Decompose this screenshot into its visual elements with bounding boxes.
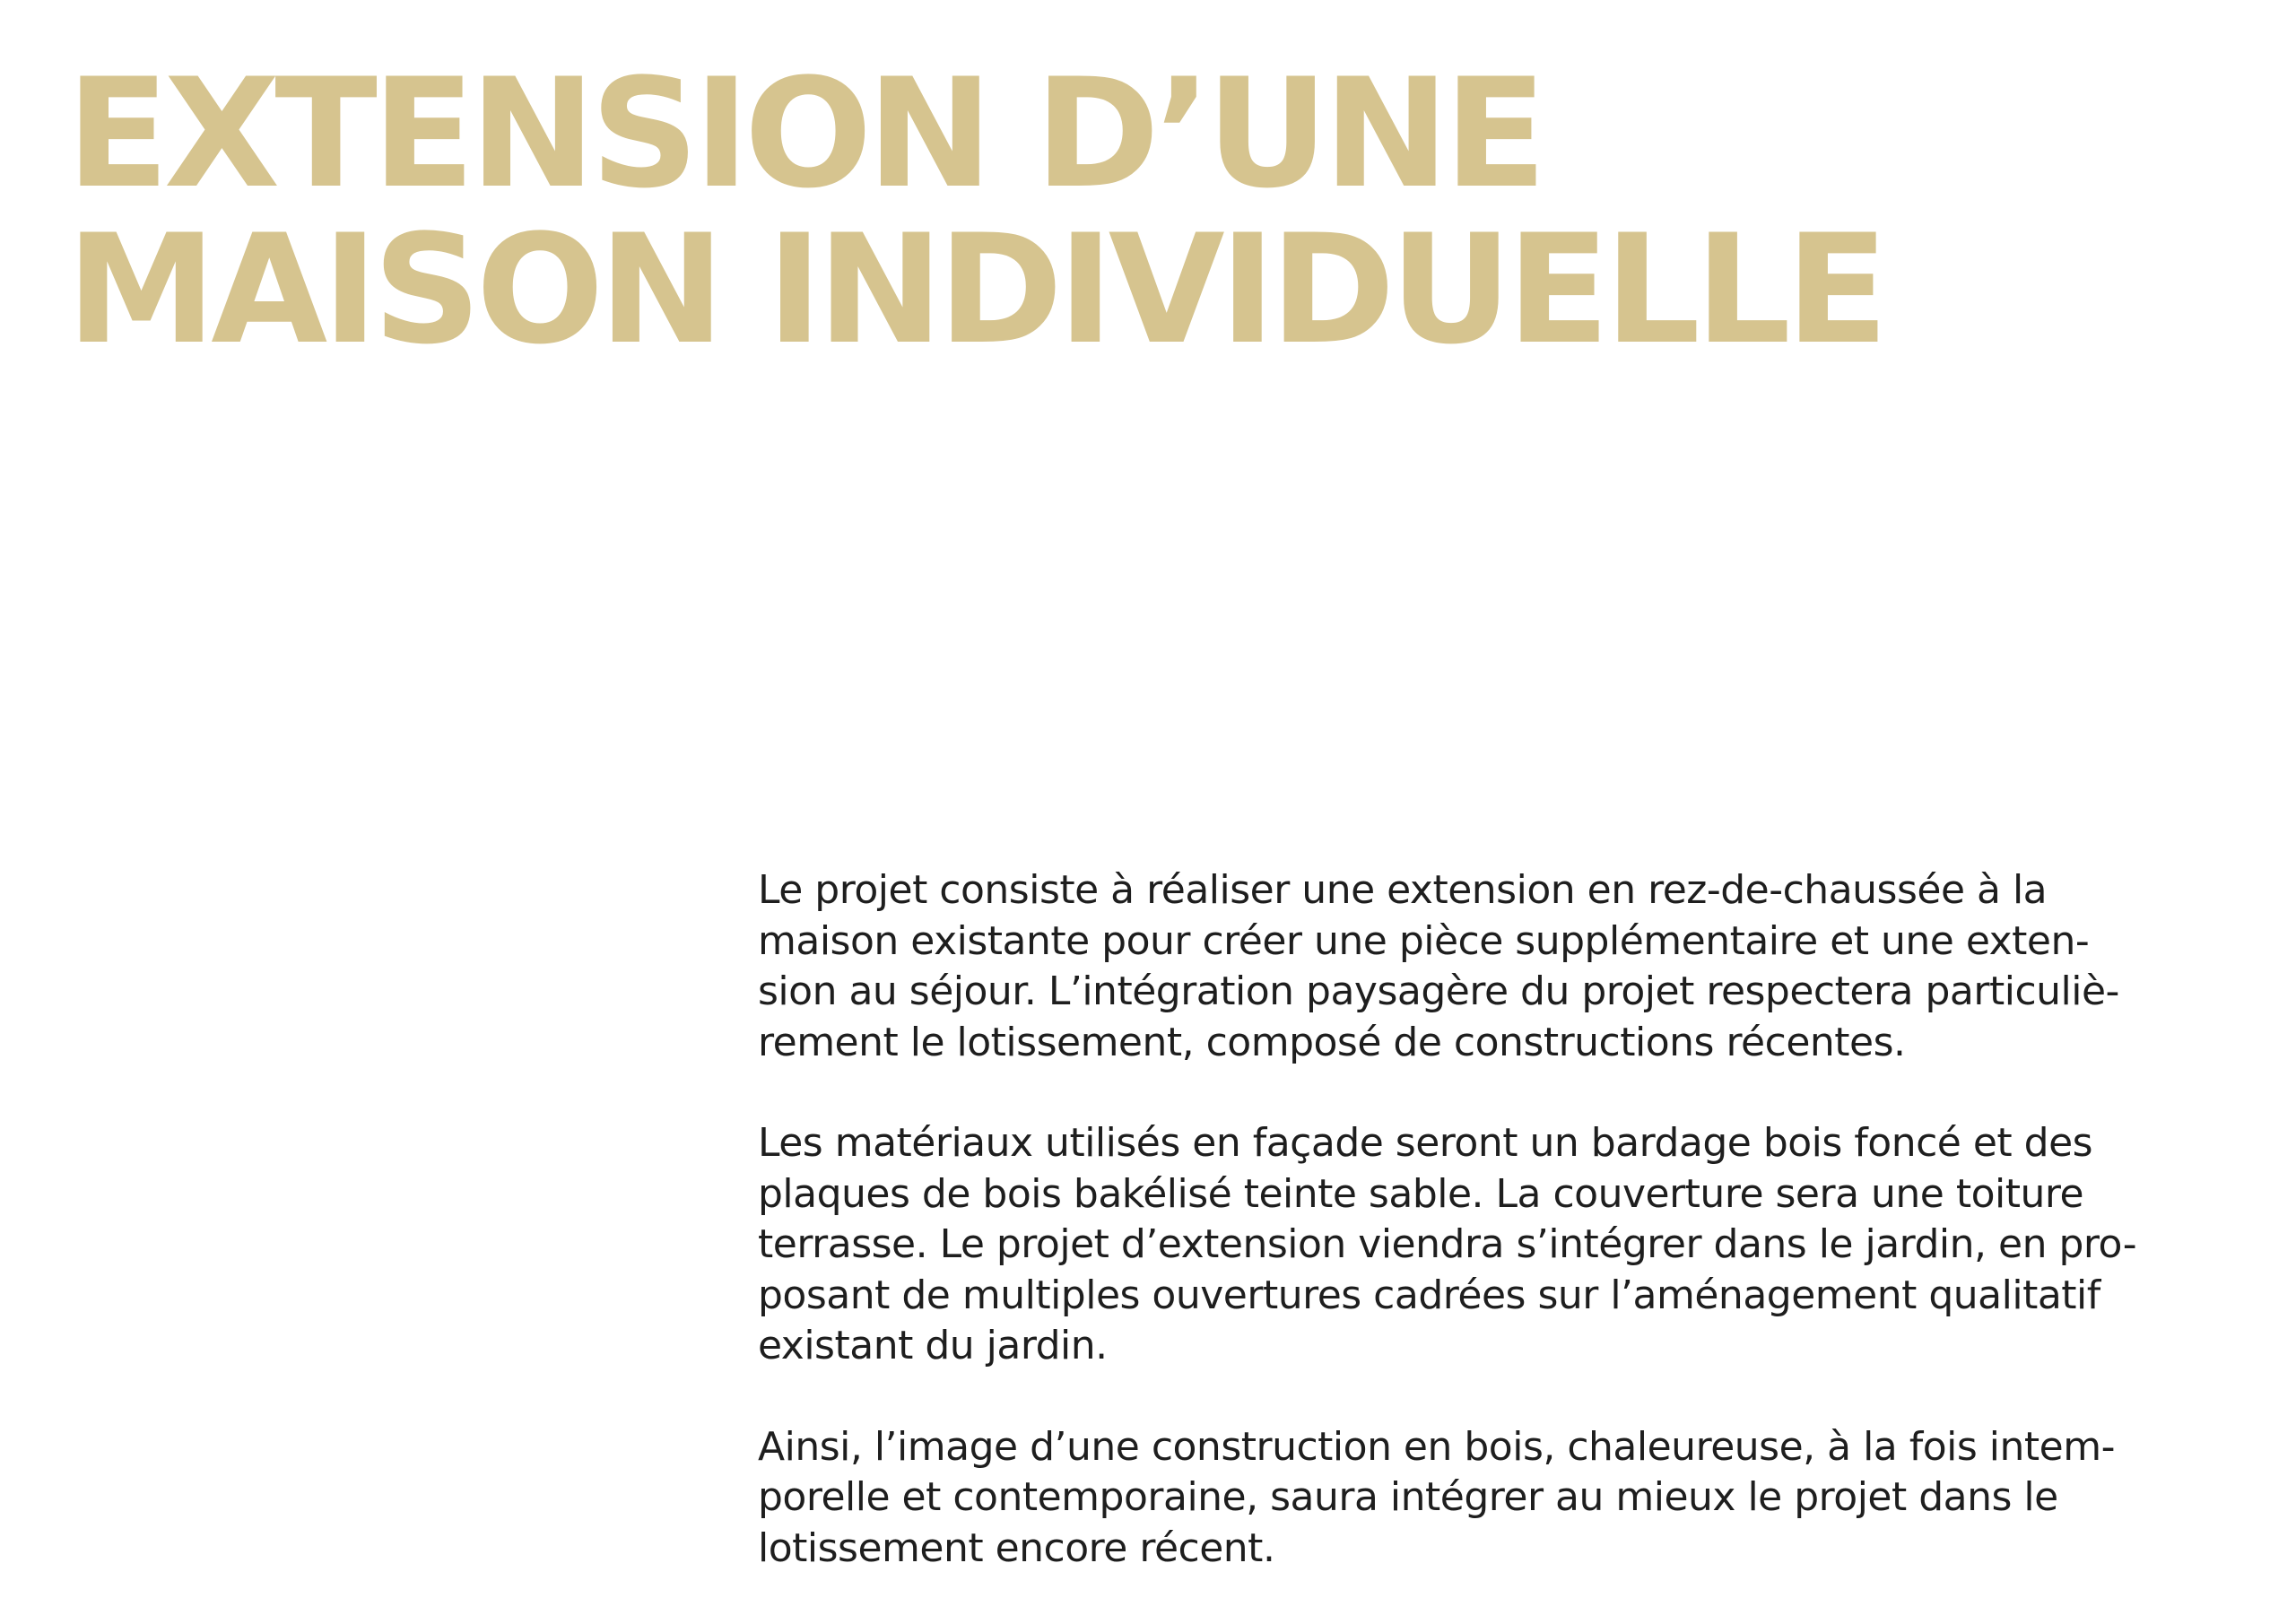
paragraph-line: sion au séjour. L’intégration paysagère du projet respectera particuliè-: [758, 968, 2119, 1014]
page-title: [66, 46, 1883, 378]
paragraph-line: porelle et contemporaine, saura intégrer au mieux le projet dans le: [758, 1474, 2058, 1520]
title-line-1: EXTENSION D’UNE: [66, 46, 1542, 221]
paragraph-line: Ainsi, l’image d’une construction en bois, chaleureuse, à la fois intem-: [758, 1423, 2115, 1470]
paragraph-line: posant de multiples ouvertures cadrées sur l’aménagement qualitatif: [758, 1272, 2100, 1318]
paragraph-line: plaques de bois bakélisé teinte sable. La couverture sera une toiture: [758, 1170, 2084, 1217]
paragraph-line: Le projet consiste à réaliser une extension en rez-de-chaussée à la: [758, 867, 2048, 913]
paragraph-line: rement le lotissement, composé de constructions récentes.: [758, 1019, 1906, 1065]
paragraph-3: [758, 1422, 2247, 1575]
paragraph-line: terrasse. Le projet d’extension viendra s’intégrer dans le jardin, en pro-: [758, 1221, 2137, 1267]
paragraph-2: [758, 1118, 2247, 1372]
title-line-2: MAISON INDIVIDUELLE: [66, 202, 1883, 378]
paragraph-line: maison existante pour créer une pièce supplémentaire et une exten-: [758, 917, 2090, 964]
paragraph-line: Les matériaux utilisés en façade seront un bardage bois foncé et des: [758, 1120, 2093, 1166]
paragraph-line: existant du jardin.: [758, 1323, 1108, 1368]
paragraph-1: [758, 865, 2247, 1068]
body-text: [758, 865, 2247, 1624]
paragraph-line: lotissement encore récent.: [758, 1524, 1275, 1571]
